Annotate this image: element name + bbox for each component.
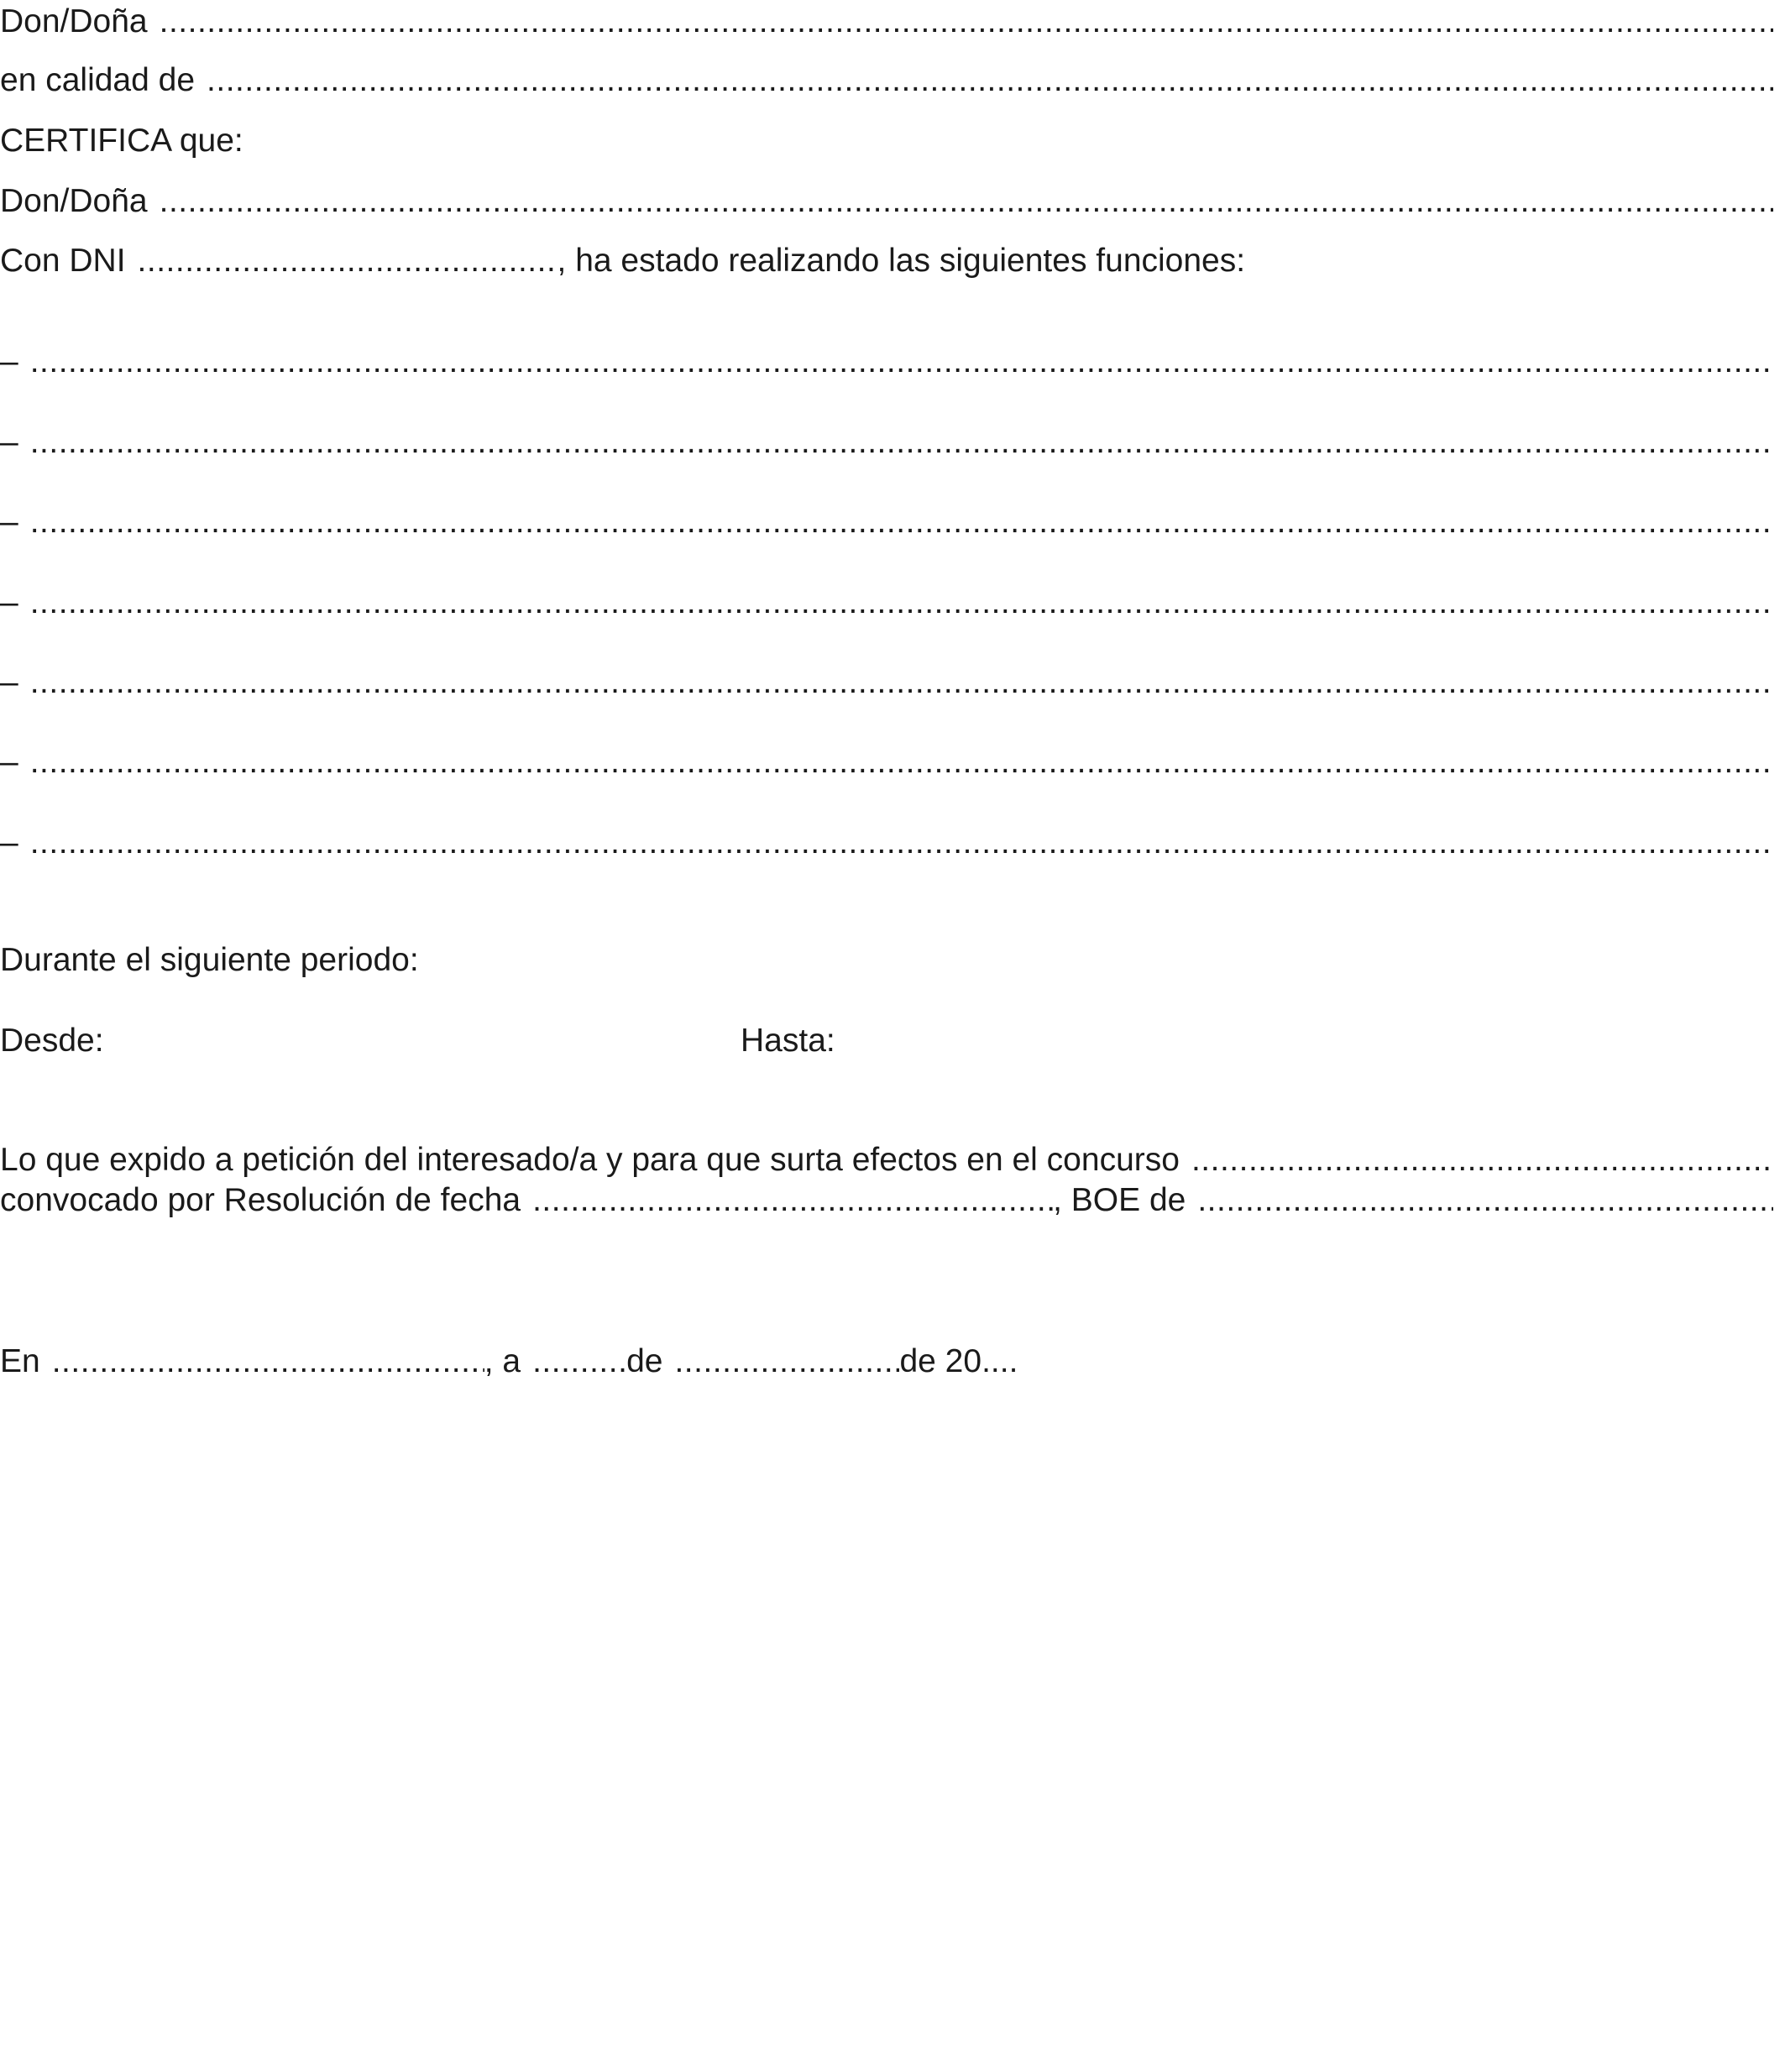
dni-blank[interactable] (138, 236, 557, 286)
don-dona-blank[interactable] (160, 0, 1773, 47)
dia-blank[interactable] (532, 1337, 626, 1387)
funcion-blank[interactable] (30, 578, 1773, 628)
funcion-blank[interactable] (30, 497, 1773, 547)
con-dni-label: Con DNI (0, 243, 126, 279)
don-dona-line-1 (0, 0, 1773, 47)
fecha-line (0, 1337, 1773, 1387)
mes-blank[interactable] (674, 1337, 899, 1387)
boe-label: , BOE de (1053, 1182, 1186, 1218)
funcion-line (0, 657, 1773, 708)
expido-text: Lo que expido a petición del interesado/a y para que surta efectos en el concurso (0, 1142, 1180, 1178)
funcion-blank[interactable] (30, 737, 1773, 787)
funcion-line (0, 737, 1773, 787)
dash-bullet: – (0, 584, 18, 620)
boe-blank[interactable] (1197, 1175, 1773, 1226)
certifica-heading: CERTIFICA que: (0, 123, 243, 159)
resolucion-label: convocado por Resolución de fecha (0, 1182, 521, 1218)
funcion-line (0, 818, 1773, 868)
funcion-line (0, 417, 1773, 468)
don-dona-blank-2[interactable] (160, 176, 1773, 227)
funcion-blank[interactable] (30, 417, 1773, 468)
funcion-blank[interactable] (30, 818, 1773, 868)
dash-bullet: – (0, 504, 18, 540)
funcion-line (0, 337, 1773, 387)
year-label: de 20.... (899, 1343, 1018, 1379)
don-dona-line-2 (0, 176, 1773, 227)
funcion-line (0, 497, 1773, 547)
don-dona-label-2: Don/Doña (0, 183, 148, 219)
a-label: , a (484, 1343, 521, 1379)
funcion-blank[interactable] (30, 657, 1773, 708)
de-label: de (626, 1343, 663, 1379)
funcion-blank[interactable] (30, 337, 1773, 387)
funcion-line (0, 578, 1773, 628)
hasta-label: Hasta: (741, 1023, 835, 1059)
en-calidad-blank[interactable] (207, 55, 1773, 106)
en-calidad-line (0, 55, 1773, 106)
dash-bullet: – (0, 824, 18, 861)
en-calidad-label: en calidad de (0, 62, 196, 98)
dash-bullet: – (0, 744, 18, 780)
dash-bullet: – (0, 424, 18, 460)
dash-bullet: – (0, 343, 18, 379)
desde-label: Desde: (0, 1023, 104, 1059)
periodo-intro: Durante el siguiente periodo: (0, 942, 419, 978)
con-dni-line (0, 236, 1773, 286)
dash-bullet: – (0, 664, 18, 700)
lugar-blank[interactable] (52, 1337, 484, 1387)
fecha-resolucion-blank[interactable] (532, 1175, 1053, 1226)
en-label: En (0, 1343, 40, 1379)
expido-line-2 (0, 1175, 1773, 1226)
don-dona-label: Don/Doña (0, 3, 148, 39)
dni-suffix: , ha estado realizando las siguientes funciones: (557, 243, 1246, 279)
